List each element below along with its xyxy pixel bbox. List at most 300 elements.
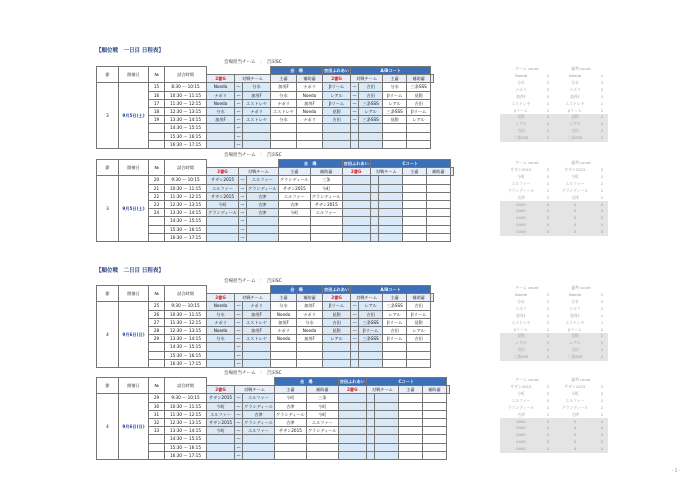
chief-referee-2 xyxy=(398,427,422,435)
table-row xyxy=(97,427,450,435)
count-team-2: 吉田 xyxy=(554,128,596,135)
count-row xyxy=(500,446,608,453)
count-team: 0000 xyxy=(500,201,542,208)
time-header: 試合時間 xyxy=(165,286,207,302)
count-team: Noeda xyxy=(514,73,528,79)
chief-referee-2 xyxy=(383,124,407,132)
dash-2 xyxy=(351,140,359,148)
team-away: 吉津 xyxy=(246,192,278,200)
count-row xyxy=(500,174,608,181)
schedule-table xyxy=(96,285,434,368)
count-team-2: 0 xyxy=(554,418,596,425)
table-row xyxy=(97,394,450,402)
team-away xyxy=(243,443,275,451)
sub-referee-2 xyxy=(426,176,450,184)
team-away-2 xyxy=(374,443,398,451)
responsible-team-1b: 会場担当チーム ： 吉田SC xyxy=(224,153,282,158)
count-row xyxy=(500,128,608,135)
time-header: 試合時間 xyxy=(165,160,207,176)
sai-header: 節 xyxy=(97,67,119,83)
day1-block-b xyxy=(96,159,454,242)
team-home: Noeda xyxy=(207,99,235,107)
table-row xyxy=(97,217,454,225)
count-value: 2 xyxy=(546,173,550,179)
team-home: サザン2015 xyxy=(207,394,235,402)
team-home-2: レアル xyxy=(323,91,351,99)
count-header: チーム count xyxy=(515,377,539,383)
team-home: サザン2015 xyxy=(207,192,239,200)
chief-referee xyxy=(278,225,310,233)
chief-referee-2 xyxy=(402,209,426,217)
sub-referee-2: JIリーム xyxy=(407,310,431,318)
team-home: 今町 xyxy=(207,200,239,208)
chief-header-2: 主審 xyxy=(383,294,407,302)
match-time: 10:30 〜 11:15 xyxy=(165,402,207,410)
chief-referee xyxy=(271,359,297,367)
count-team: ナポリ xyxy=(515,86,527,92)
chief-referee-2 xyxy=(383,132,407,140)
sub-header-2: 補助審 xyxy=(407,294,431,302)
count-value: 0 xyxy=(542,208,554,215)
dash: — xyxy=(240,193,245,199)
team-home: サザン2015 xyxy=(207,176,239,184)
count-row xyxy=(500,411,608,418)
match-time: 8:30 〜 10:15 xyxy=(165,83,207,91)
sai-header: 節 xyxy=(97,378,119,394)
count-row xyxy=(500,188,608,195)
team-home: Noeda xyxy=(207,83,235,91)
chief-referee-2 xyxy=(398,443,422,451)
count-value: 2 xyxy=(546,73,550,79)
sub-referee: エルファー xyxy=(310,209,342,217)
sub-referee-2 xyxy=(426,225,450,233)
team-home-2 xyxy=(342,200,370,208)
team-home-2: レアル xyxy=(323,335,351,343)
count-header-2: 審判 count xyxy=(571,285,591,291)
count-team-2: 0 xyxy=(554,208,596,215)
dash: — xyxy=(236,84,241,90)
team-away-2 xyxy=(359,124,383,132)
count-value-2: 1 xyxy=(600,319,604,325)
count-team-2: 吉田 xyxy=(554,347,596,354)
date-cell: 9月6日(日) xyxy=(119,302,149,368)
blank-header xyxy=(431,75,434,83)
count-team-2: サザン2015 xyxy=(564,167,586,173)
team-away: 加茂F xyxy=(243,91,271,99)
match-time: 14:30 〜 15:15 xyxy=(165,435,207,443)
match-no: 30 xyxy=(149,402,165,410)
count-team: 0000 xyxy=(500,425,542,432)
team-away-2 xyxy=(378,233,402,241)
count-team-2: 0 xyxy=(554,201,596,208)
count-value: 2 xyxy=(546,305,550,311)
sub-referee: 今町 xyxy=(306,402,338,410)
sub-referee-2 xyxy=(407,351,431,359)
match-no xyxy=(149,343,165,351)
chief-referee-2 xyxy=(398,451,422,459)
dash: — xyxy=(240,185,245,191)
dash-2 xyxy=(351,124,359,132)
dash: — xyxy=(236,360,241,366)
team-home xyxy=(207,451,235,459)
count-row xyxy=(500,319,608,326)
blank-header xyxy=(431,294,434,302)
dash-2 xyxy=(366,394,374,402)
team-away-2: レアル xyxy=(359,107,383,115)
court-header: Cコート xyxy=(370,160,450,168)
count-row xyxy=(500,354,608,361)
sub-referee-2: 見附 xyxy=(407,91,431,99)
count-team: 加茂F xyxy=(516,93,526,99)
venue-header: 吉田ふれあい xyxy=(324,68,350,74)
count-team-2: ナポリ xyxy=(569,86,581,92)
count-row xyxy=(500,194,608,201)
count-row xyxy=(500,215,608,222)
sub-referee-2 xyxy=(407,124,431,132)
match-time: 14:30 〜 15:15 xyxy=(165,343,207,351)
dash-2: — xyxy=(352,328,357,334)
chief-referee xyxy=(271,140,297,148)
count-value-2: 2 xyxy=(600,305,604,311)
count-value: 2 xyxy=(546,187,550,193)
count-value: 2 xyxy=(546,86,550,92)
count-row xyxy=(500,377,608,384)
match-no: 19 xyxy=(149,116,165,124)
day2-block-b xyxy=(96,377,450,460)
count-value: 0 xyxy=(542,439,554,446)
date-header: 開催日 xyxy=(119,67,149,83)
count-value-2: 2 xyxy=(600,167,604,173)
sub-referee-2: 吉田 xyxy=(407,302,431,310)
match-no: 27 xyxy=(149,318,165,326)
count-team: 吉田 xyxy=(500,128,542,135)
count-team-2: グランディール xyxy=(561,404,589,410)
match-header-2: 対戦チーム xyxy=(351,294,383,302)
page-number: - 1 - xyxy=(672,468,680,473)
team-home-2 xyxy=(342,217,370,225)
time-header: 試合時間 xyxy=(165,67,207,83)
count-row xyxy=(500,107,608,114)
court-header: A/Bコート xyxy=(351,286,431,294)
team-home xyxy=(207,435,235,443)
count-value-2: 2 xyxy=(600,194,604,200)
count-team-2: 0 xyxy=(554,439,596,446)
schedule-table xyxy=(96,377,450,460)
chief-referee xyxy=(278,233,310,241)
count-team: 今町 xyxy=(517,390,525,396)
match-time: 14:30 〜 15:15 xyxy=(165,124,207,132)
match-time: 12:30 〜 13:15 xyxy=(165,326,207,334)
team-away-2: レアル xyxy=(359,302,383,310)
team-away: 吉津 xyxy=(243,410,275,418)
match-time: 15:30 〜 16:15 xyxy=(165,351,207,359)
team-away-2 xyxy=(374,435,398,443)
chief-referee xyxy=(271,132,297,140)
team-away xyxy=(243,435,275,443)
team-away-2 xyxy=(359,351,383,359)
count-team-2: 分水 xyxy=(571,79,579,85)
chief-referee-2: 見附 xyxy=(383,116,407,124)
team-home-2 xyxy=(323,351,351,359)
sub-referee: 今町 xyxy=(310,184,342,192)
sub-referee-2 xyxy=(407,132,431,140)
count-value: 2 xyxy=(542,340,554,347)
count-team: 分水 xyxy=(517,79,525,85)
dash: — xyxy=(236,311,241,317)
dash-2 xyxy=(366,418,374,426)
dash-2 xyxy=(370,209,378,217)
dash: — xyxy=(240,234,245,240)
dash-2 xyxy=(366,402,374,410)
dash-2 xyxy=(366,443,374,451)
sub-header: 補助審 xyxy=(306,386,338,394)
sub-referee-2 xyxy=(422,427,446,435)
count-row xyxy=(500,229,608,236)
match-time: 13:30 〜 14:15 xyxy=(165,335,207,343)
chief-referee-2 xyxy=(402,225,426,233)
count-value: 0 xyxy=(542,425,554,432)
count-value-2: 2 xyxy=(596,347,608,354)
team-home-2 xyxy=(323,124,351,132)
sub-referee xyxy=(306,435,338,443)
sub-referee-2 xyxy=(407,343,431,351)
responsible-team-2b: 会場担当チーム ： 吉田SC xyxy=(224,371,282,376)
referee-group-header: 2審G xyxy=(207,168,239,176)
dash-2: — xyxy=(352,92,357,98)
sub-referee: Noeda xyxy=(297,107,323,115)
team-away: エルファー xyxy=(243,394,275,402)
count-team: 吉田 xyxy=(500,347,542,354)
match-time: 9:30 〜 10:15 xyxy=(165,394,207,402)
sub-referee-2 xyxy=(422,443,446,451)
no-header: № xyxy=(149,160,165,176)
dash: — xyxy=(236,319,241,325)
sub-referee-2 xyxy=(426,233,450,241)
team-home: 分水 xyxy=(207,310,235,318)
dash-2: — xyxy=(352,311,357,317)
team-home-2 xyxy=(342,209,370,217)
team-home-2: JIリーム xyxy=(323,99,351,107)
team-home-2 xyxy=(323,132,351,140)
match-time: 12:30 〜 13:15 xyxy=(165,418,207,426)
team-away xyxy=(243,451,275,459)
match-no xyxy=(149,225,165,233)
chief-referee: 吉津 xyxy=(274,418,306,426)
team-home: 分水 xyxy=(207,107,235,115)
dash: — xyxy=(236,133,241,139)
dash: — xyxy=(236,444,241,450)
team-away: エルファー xyxy=(243,427,275,435)
team-away xyxy=(243,124,271,132)
dash-2 xyxy=(366,410,374,418)
dash: — xyxy=(240,218,245,224)
match-no: 24 xyxy=(149,209,165,217)
team-home-2: 吉田 xyxy=(323,116,351,124)
team-away xyxy=(243,359,271,367)
count-team: 見附 xyxy=(500,114,542,121)
chief-referee: 吉津 xyxy=(274,402,306,410)
sub-referee: エルファー xyxy=(306,418,338,426)
dash: — xyxy=(236,117,241,123)
dash: — xyxy=(240,210,245,216)
count-table xyxy=(500,285,608,361)
date-header: 開催日 xyxy=(119,160,149,176)
count-value: 2 xyxy=(546,411,550,417)
dash-2: — xyxy=(352,117,357,123)
sub-referee: ナポリ xyxy=(297,116,323,124)
sub-referee-2 xyxy=(426,192,450,200)
team-home-2 xyxy=(338,418,366,426)
count-team: 0000 xyxy=(500,229,542,236)
team-away-2 xyxy=(378,209,402,217)
team-home-2 xyxy=(338,402,366,410)
sub-referee-2 xyxy=(422,410,446,418)
team-away: 分水 xyxy=(243,83,271,91)
sub-referee: 加茂F xyxy=(297,99,323,107)
count-team: サザン2015 xyxy=(510,384,532,390)
count-team: 吉津 xyxy=(517,194,525,200)
count-row xyxy=(500,439,608,446)
match-time: 10:30 〜 11:15 xyxy=(165,184,207,192)
count-table xyxy=(500,66,608,142)
dash-2 xyxy=(366,427,374,435)
count-row xyxy=(500,121,608,128)
chief-referee-2: 三条SSS xyxy=(383,302,407,310)
count-value-2: 0 xyxy=(596,446,608,453)
dash-2: — xyxy=(352,303,357,309)
team-away xyxy=(243,132,271,140)
sub-referee: Noeda xyxy=(297,326,323,334)
count-table-2 xyxy=(500,160,608,236)
count-value: 2 xyxy=(542,114,554,121)
dash-2: — xyxy=(352,100,357,106)
count-row xyxy=(500,201,608,208)
sub-referee-2 xyxy=(407,140,431,148)
match-time: 12:30 〜 13:15 xyxy=(165,200,207,208)
count-value: 2 xyxy=(546,312,550,318)
count-team: 0000 xyxy=(500,439,542,446)
count-value-2: 3 xyxy=(600,79,604,85)
chief-header: 主審 xyxy=(271,294,297,302)
count-row xyxy=(500,285,608,292)
sub-referee xyxy=(310,217,342,225)
team-home-2: 見附 xyxy=(323,107,351,115)
dash: — xyxy=(236,352,241,358)
count-team: サザン2015 xyxy=(510,167,532,173)
team-home-2: JIリーム xyxy=(323,83,351,91)
count-value: 2 xyxy=(546,107,550,113)
sub-referee: グランディール xyxy=(311,193,341,199)
team-away-2: 三条SSS xyxy=(359,99,383,107)
chief-referee: ナポリ xyxy=(271,99,297,107)
match-time: 16:30 〜 17:15 xyxy=(165,140,207,148)
count-row xyxy=(500,222,608,229)
count-value: 0 xyxy=(542,215,554,222)
count-value: 2 xyxy=(546,194,550,200)
team-away xyxy=(243,351,271,359)
team-away-2 xyxy=(378,225,402,233)
count-value: 2 xyxy=(542,135,554,142)
dash: — xyxy=(236,125,241,131)
table-row xyxy=(97,302,434,310)
count-team: JIリーム xyxy=(514,107,528,113)
referee-group-header: 2審G xyxy=(207,386,235,394)
blank xyxy=(207,286,271,294)
count-value-2: 2 xyxy=(600,312,604,318)
referee-group-header-2: 2審G xyxy=(323,75,351,83)
team-home: エルファー xyxy=(207,184,239,192)
dash-2 xyxy=(366,451,374,459)
sub-referee-2 xyxy=(426,200,450,208)
sub-referee-2 xyxy=(422,402,446,410)
team-away-2 xyxy=(374,402,398,410)
count-row xyxy=(500,73,608,80)
count-value-2: 0 xyxy=(596,439,608,446)
count-team: ナポリ xyxy=(515,305,527,311)
chief-referee: Noeda xyxy=(271,335,297,343)
count-row xyxy=(500,347,608,354)
count-team-2: グランディール xyxy=(561,187,589,193)
team-away-2 xyxy=(378,217,402,225)
team-away-2 xyxy=(359,132,383,140)
count-team-2: 加茂F xyxy=(570,93,580,99)
count-row xyxy=(500,425,608,432)
sub-referee: サザン2015 xyxy=(310,200,342,208)
sub-header-2: 補助審 xyxy=(407,75,431,83)
count-team-2: ナポリ xyxy=(569,305,581,311)
sai-cell: 4 xyxy=(97,302,119,368)
count-value: 2 xyxy=(546,100,550,106)
chief-referee: 分水 xyxy=(271,302,297,310)
chief-referee-2 xyxy=(398,402,422,410)
court-header: Cコート xyxy=(366,378,446,386)
dash: — xyxy=(236,452,241,458)
dash-2 xyxy=(366,435,374,443)
team-home-2 xyxy=(338,451,366,459)
field-header: 会 場 xyxy=(274,378,338,386)
count-row xyxy=(500,167,608,174)
dash-2 xyxy=(370,217,378,225)
count-value: 3 xyxy=(546,384,550,390)
dash: — xyxy=(236,344,241,350)
date-cell: 9月6日(日) xyxy=(119,394,149,460)
sub-referee xyxy=(297,132,323,140)
team-away-2: 三条SSS xyxy=(359,318,383,326)
section1-title: 【順位戦 一日目 日程表】 xyxy=(96,48,164,54)
dash: — xyxy=(236,411,241,417)
count-team: 0000 xyxy=(500,208,542,215)
chief-referee: グランディール xyxy=(279,177,309,183)
referee-group-header-2: 2審G xyxy=(338,386,366,394)
count-header: チーム count xyxy=(515,160,539,166)
team-home-2 xyxy=(342,176,370,184)
match-no: 20 xyxy=(149,176,165,184)
dash: — xyxy=(236,336,241,342)
match-no xyxy=(149,451,165,459)
count-row xyxy=(500,100,608,107)
count-team: レアル xyxy=(500,121,542,128)
team-away-2: 吉田 xyxy=(359,310,383,318)
count-team-2: 0 xyxy=(554,222,596,229)
match-time: 12:30 〜 13:15 xyxy=(165,107,207,115)
referee-group-header: 2審G xyxy=(207,75,235,83)
count-value-2: 0 xyxy=(596,229,608,236)
dash-2 xyxy=(351,132,359,140)
count-value-2: 2 xyxy=(600,384,604,390)
team-home: グランディール xyxy=(208,210,237,216)
match-time: 13:30 〜 14:15 xyxy=(165,209,207,217)
team-away-2: 三条SSS xyxy=(359,116,383,124)
